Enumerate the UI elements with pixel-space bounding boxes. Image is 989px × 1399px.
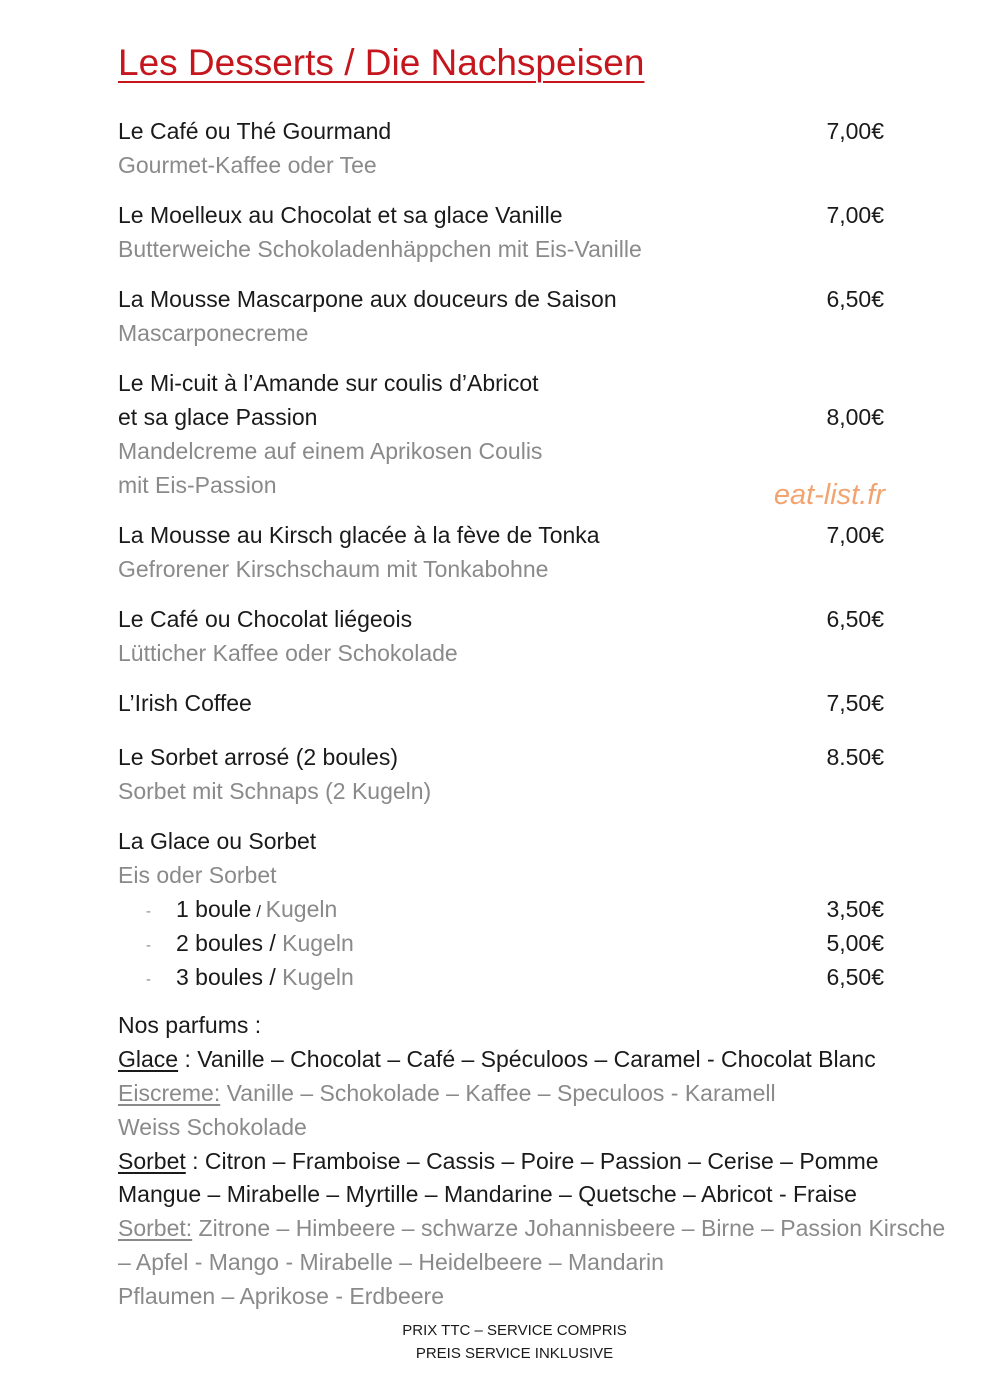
page-title: Les Desserts / Die Nachspeisen: [118, 42, 645, 83]
item-name-fr: Le Café ou Thé Gourmand: [118, 118, 392, 144]
scoop-option: [176, 930, 354, 957]
flavours-glace: [118, 1046, 876, 1073]
flavours-eis: [118, 1080, 776, 1107]
sorbet-list-cont: Mangue – Mirabelle – Myrtille – Mandarine – Quetsche – Abricot - Fraise: [118, 1181, 857, 1207]
sorbet-de-list-cont: Pflaumen – Aprikose - Erdbeere: [118, 1283, 445, 1309]
scoop-sep: /: [251, 902, 266, 921]
item-name-fr: Le Café ou Chocolat liégeois: [118, 606, 413, 632]
item-price: 6,50€: [826, 286, 884, 312]
sorbet-de-label: Sorbet:: [118, 1215, 193, 1241]
item-name-de: Butterweiche Schokoladenhäppchen mit Eis-Vanille: [118, 236, 642, 262]
item-name-de: Eis oder Sorbet: [118, 862, 277, 888]
sorbet-label: Sorbet: [118, 1148, 186, 1174]
sorbet-de-list: Zitrone – Himbeere – schwarze Johannisbeere – Birne – Passion Kirsche: [192, 1215, 946, 1241]
scoop-fr: 2 boules /: [176, 930, 276, 956]
bullet-dash: -: [146, 937, 151, 954]
item-name-fr: La Mousse au Kirsch glacée à la fève de Tonka: [118, 522, 600, 548]
eis-list: Vanille – Schokolade – Kaffee – Speculoos - Karamell: [220, 1080, 776, 1106]
item-name-de: Gefrorener Kirschschaum mit Tonkabohne: [118, 556, 549, 582]
footer-line-fr: PRIX TTC – SERVICE COMPRIS: [402, 1322, 627, 1339]
scoop-de: Kugeln: [265, 896, 338, 922]
scoop-option: [176, 964, 354, 991]
scoop-price: 5,00€: [826, 930, 884, 956]
flavours-sorbet: [118, 1148, 879, 1175]
item-name-de: Sorbet mit Schnaps (2 Kugeln): [118, 778, 432, 804]
scoop-price: 3,50€: [826, 896, 884, 922]
scoop-de: Kugeln: [282, 964, 354, 990]
item-name-fr: Le Moelleux au Chocolat et sa glace Vanille: [118, 202, 563, 228]
item-price: 8.50€: [826, 744, 884, 770]
item-name-fr: L’Irish Coffee: [118, 690, 252, 716]
sorbet-list: : Citron – Framboise – Cassis – Poire – Passion – Cerise – Pomme: [185, 1148, 879, 1174]
item-name-fr: Le Sorbet arrosé (2 boules): [118, 744, 398, 770]
watermark-logo: eat-list.fr: [773, 479, 885, 511]
item-price: 8,00€: [826, 404, 884, 430]
scoop-fr: 1 boule: [176, 896, 252, 922]
item-name-fr: et sa glace Passion: [118, 404, 318, 430]
glace-list: : Vanille – Chocolat – Café – Spéculoos – Caramel - Chocolat Blanc: [178, 1046, 876, 1072]
item-price: 7,00€: [826, 202, 884, 228]
item-name-de: Mandelcreme auf einem Aprikosen Coulis: [118, 438, 543, 464]
item-price: 7,00€: [826, 522, 884, 548]
bullet-dash: -: [146, 971, 151, 988]
item-price: 7,00€: [826, 118, 884, 144]
item-price: 7,50€: [826, 690, 884, 716]
scoop-fr: 3 boules /: [176, 964, 276, 990]
item-price: 6,50€: [826, 606, 884, 632]
footer-line-de: PREIS SERVICE INKLUSIVE: [415, 1345, 614, 1362]
bullet-dash: -: [146, 903, 151, 920]
flavours-sorbet-de: [118, 1215, 945, 1242]
item-name-de: Mascarponecreme: [118, 320, 309, 346]
sorbet-de-list-cont: – Apfel - Mango - Mirabelle – Heidelbeere – Mandarin: [118, 1249, 664, 1275]
glace-label: Glace: [118, 1046, 179, 1072]
item-name-de: Lütticher Kaffee oder Schokolade: [118, 640, 458, 666]
item-name-fr: Le Mi-cuit à l’Amande sur coulis d’Abricot: [118, 370, 539, 396]
item-name-de: mit Eis-Passion: [118, 472, 277, 498]
item-name-de: Gourmet-Kaffee oder Tee: [118, 152, 377, 178]
scoop-option: [176, 896, 337, 923]
scoop-de: Kugeln: [282, 930, 354, 956]
item-name-fr: La Glace ou Sorbet: [118, 828, 317, 854]
flavours-heading: Nos parfums :: [118, 1012, 262, 1038]
eis-list-cont: Weiss Schokolade: [118, 1114, 307, 1140]
eis-label: Eiscreme:: [118, 1080, 221, 1106]
item-name-fr: La Mousse Mascarpone aux douceurs de Saison: [118, 286, 617, 312]
scoop-price: 6,50€: [826, 964, 884, 990]
